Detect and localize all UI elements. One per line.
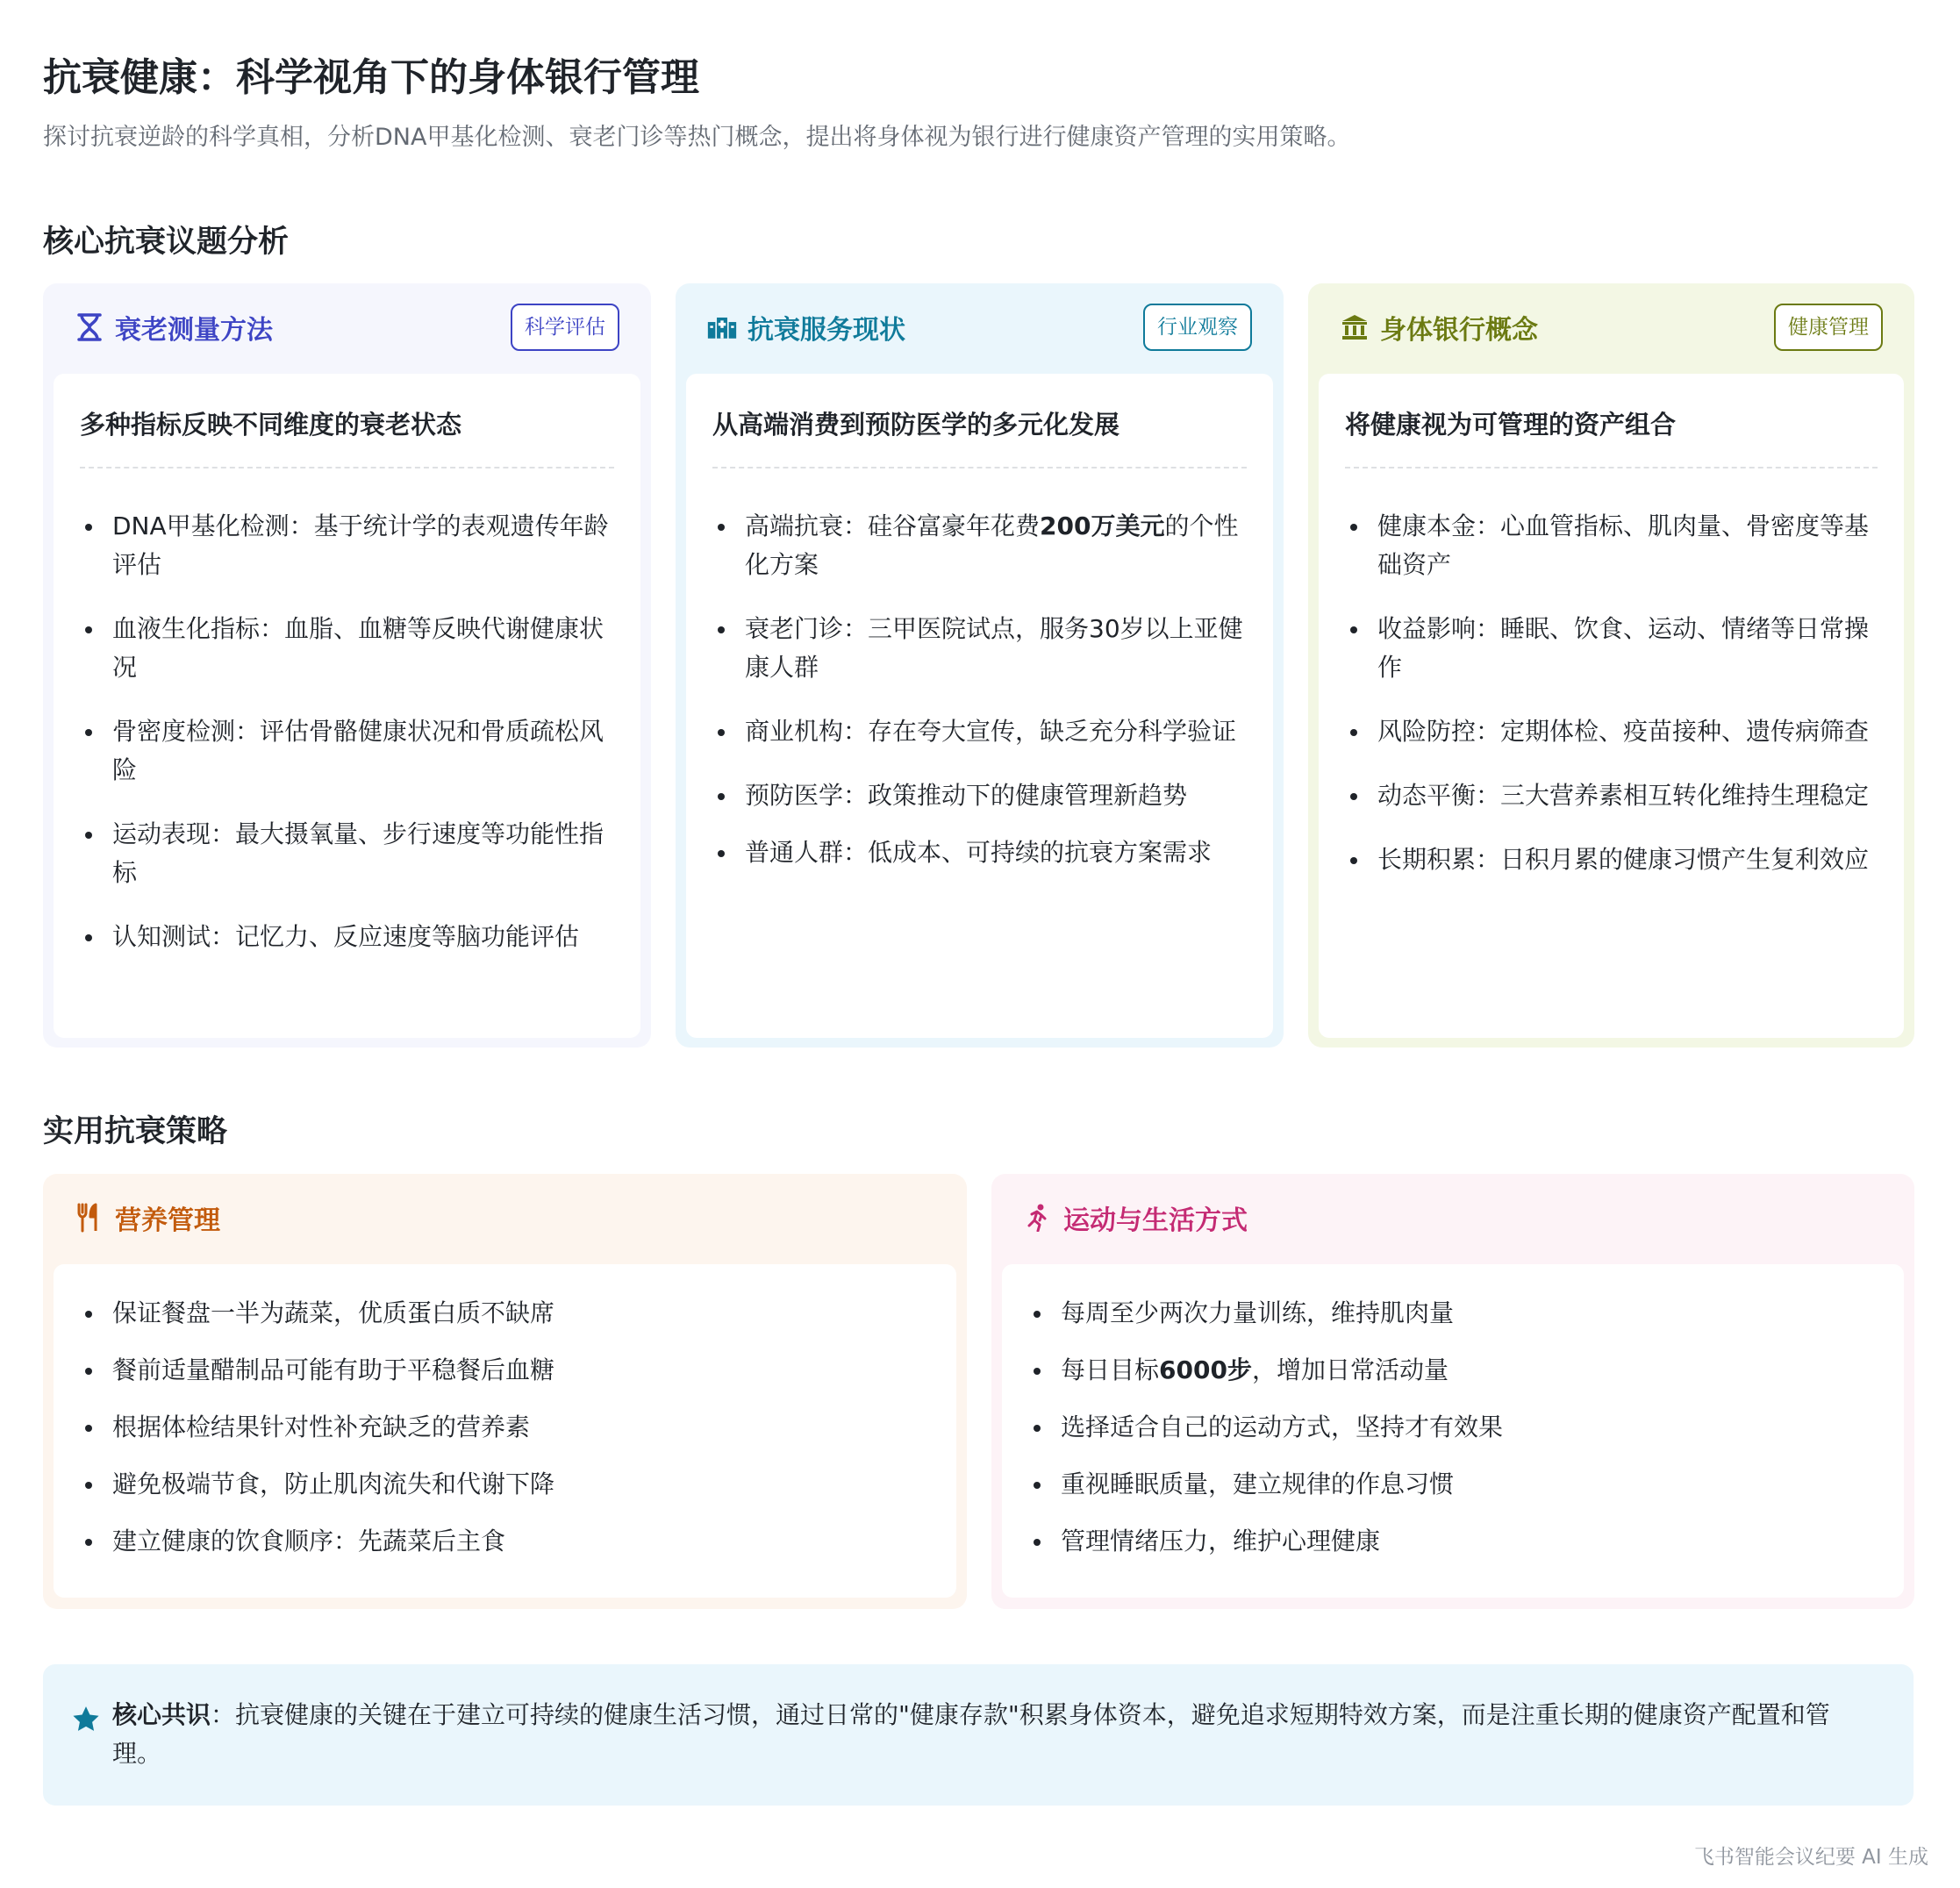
card-content xyxy=(686,374,1273,1038)
bank-icon xyxy=(1340,312,1370,342)
card-heading: 从高端消费到预防医学的多元化发展 xyxy=(712,410,1120,440)
list-item: 保证餐盘一半为蔬菜，优质蛋白质不缺席 xyxy=(80,1294,935,1333)
card-header xyxy=(707,303,1252,352)
card-exercise-lifestyle xyxy=(991,1174,1914,1609)
divider xyxy=(712,467,1247,468)
list-item: 衰老门诊：三甲医院试点，服务30岁以上亚健康人群 xyxy=(712,610,1252,687)
page-title: 抗衰健康：科学视角下的身体银行管理 xyxy=(43,55,699,100)
list-item: 每周至少两次力量训练，维持肌肉量 xyxy=(1028,1294,1883,1333)
section-title-core-topics: 核心抗衰议题分析 xyxy=(43,225,290,260)
list-item: 风险防控：定期体检、疫苗接种、遗传病筛查 xyxy=(1345,712,1883,751)
consensus-label: 核心共识 xyxy=(112,1700,211,1729)
section-title-strategies: 实用抗衰策略 xyxy=(43,1114,228,1149)
card-title: 营养管理 xyxy=(115,1205,220,1236)
list-item: 建立健康的饮食顺序：先蔬菜后主食 xyxy=(80,1522,935,1561)
card-content xyxy=(54,1264,956,1598)
page-subtitle: 探讨抗衰逆龄的科学真相，分析DNA甲基化检测、衰老门诊等热门概念，提出将身体视为银行进行健康资产管理的实用策略。 xyxy=(43,124,1351,151)
star-icon xyxy=(71,1705,101,1734)
card-title: 运动与生活方式 xyxy=(1063,1205,1248,1236)
list-item: 动态平衡：三大营养素相互转化维持生理稳定 xyxy=(1345,776,1883,815)
footer-note: 飞书智能会议纪要 AI 生成 xyxy=(1693,1846,1928,1869)
bullet-list xyxy=(1028,1294,1883,1579)
card-heading: 多种指标反映不同维度的衰老状态 xyxy=(80,410,462,440)
card-header xyxy=(75,1193,935,1242)
list-item: DNA甲基化检测：基于统计学的表观遗传年龄评估 xyxy=(80,507,619,584)
card-content xyxy=(1002,1264,1904,1598)
running-icon xyxy=(1023,1203,1053,1233)
list-item: 收益影响：睡眠、饮食、运动、情绪等日常操作 xyxy=(1345,610,1883,687)
card-content xyxy=(54,374,640,1038)
list-item: 商业机构：存在夸大宣传，缺乏充分科学验证 xyxy=(712,712,1252,751)
card-title: 身体银行概念 xyxy=(1380,315,1538,346)
divider xyxy=(1345,467,1878,468)
utensils-icon xyxy=(75,1203,104,1233)
list-item: 管理情绪压力，维护心理健康 xyxy=(1028,1522,1883,1561)
list-item: 骨密度检测：评估骨骼健康状况和骨质疏松风险 xyxy=(80,712,619,790)
list-item: 高端抗衰：硅谷富豪年花费200万美元的个性化方案 xyxy=(712,507,1252,584)
bullet-list xyxy=(1345,507,1883,905)
list-item: 认知测试：记忆力、反应速度等脑功能评估 xyxy=(80,918,619,956)
list-item: 长期积累：日积月累的健康习惯产生复利效应 xyxy=(1345,840,1883,879)
card-anti-aging-services xyxy=(676,283,1284,1048)
list-item: 避免极端节食，防止肌肉流失和代谢下降 xyxy=(80,1465,935,1504)
card-header xyxy=(75,303,619,352)
card-title: 衰老测量方法 xyxy=(115,315,273,346)
list-item: 餐前适量醋制品可能有助于平稳餐后血糖 xyxy=(80,1351,935,1390)
card-content xyxy=(1319,374,1904,1038)
card-body-bank xyxy=(1308,283,1914,1048)
list-item: 根据体检结果针对性补充缺乏的营养素 xyxy=(80,1408,935,1447)
consensus-text: 核心共识：抗衰健康的关键在于建立可持续的健康生活习惯，通过日常的"健康存款"积累身体资本，避免追求短期特效方案，而是注重长期的健康资产配置和管理。 xyxy=(112,1700,1830,1768)
list-item: 预防医学：政策推动下的健康管理新趋势 xyxy=(712,776,1252,815)
bullet-list xyxy=(80,507,619,982)
list-item: 选择适合自己的运动方式，坚持才有效果 xyxy=(1028,1408,1883,1447)
tag-badge: 科学评估 xyxy=(511,304,619,351)
list-item: 运动表现：最大摄氧量、步行速度等功能性指标 xyxy=(80,815,619,892)
tag-badge: 健康管理 xyxy=(1774,304,1883,351)
list-item: 普通人群：低成本、可持续的抗衰方案需求 xyxy=(712,833,1252,872)
hourglass-icon xyxy=(75,312,104,342)
list-item: 每日目标6000步，增加日常活动量 xyxy=(1028,1351,1883,1390)
list-item: 健康本金：心血管指标、肌肉量、骨密度等基础资产 xyxy=(1345,507,1883,584)
list-item: 重视睡眠质量，建立规律的作息习惯 xyxy=(1028,1465,1883,1504)
list-item: 血液生化指标：血脂、血糖等反映代谢健康状况 xyxy=(80,610,619,687)
card-heading: 将健康视为可管理的资产组合 xyxy=(1345,410,1677,440)
bullet-list xyxy=(712,507,1252,898)
bullet-list xyxy=(80,1294,935,1579)
hospital-icon xyxy=(707,312,737,342)
tag-badge: 行业观察 xyxy=(1143,304,1252,351)
card-title: 抗衰服务现状 xyxy=(748,315,905,346)
card-header xyxy=(1023,1193,1883,1242)
divider xyxy=(80,467,614,468)
card-header xyxy=(1340,303,1883,352)
card-aging-measurement xyxy=(43,283,651,1048)
consensus-box xyxy=(43,1664,1914,1806)
card-nutrition xyxy=(43,1174,967,1609)
